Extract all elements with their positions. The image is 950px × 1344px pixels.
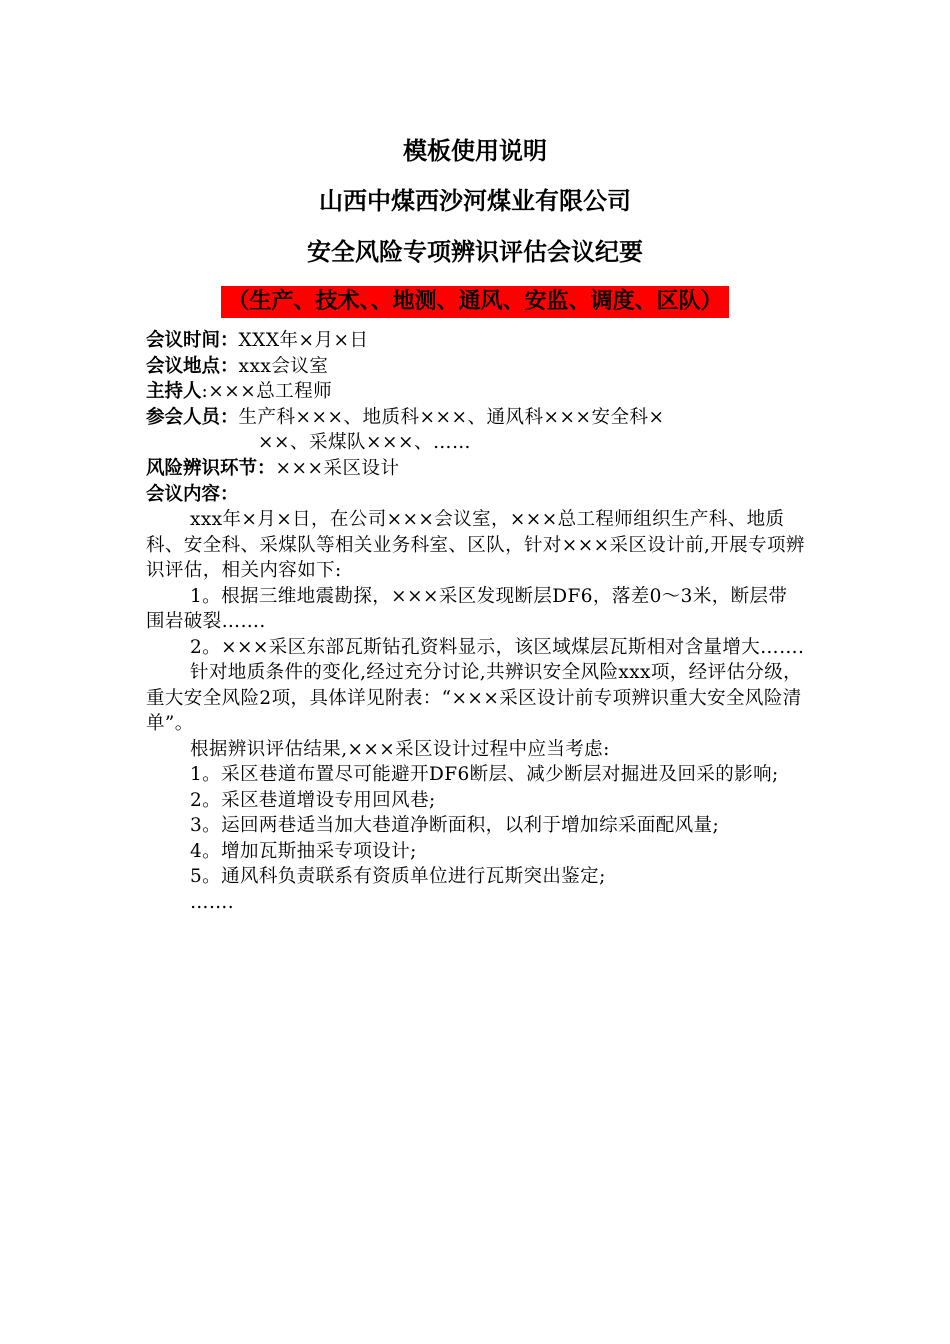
meeting-time-row [146,328,826,354]
content-paragraph: 1。采区巷道布置尽可能避开DF6断层、减少断层对掘进及回采的影响; [190,764,779,785]
content-paragraph: 1。根据三维地震勘探，×××采区发现断层DF6，落差0～3米，断层带围岩破裂……. [146,585,788,632]
template-note-title: 模板使用说明 [403,137,547,165]
meeting-content-body [146,507,806,915]
departments-text: （生产、技术、、地测、通风、安监、调度、区队） [221,286,728,318]
meeting-place-value: xxx会议室 [238,356,329,377]
content-paragraph: 5。通风科负责联系有资质单位进行瓦斯突出鉴定; [190,866,606,887]
host-label: 主持人 [146,381,202,402]
company-name: 山西中煤西沙河煤业有限公司 [319,187,631,215]
departments-banner [0,286,950,318]
attendees-label: 参会人员： [146,407,239,428]
content-paragraph: 2。采区巷道增设专用回风巷; [190,789,436,811]
content-label: 会议内容： [146,484,239,505]
document-title: 安全风险专项辨识评估会议纪要 [307,238,643,266]
host-value: :×××总工程师 [201,381,333,402]
content-row [146,482,826,508]
attendees-value-line2: ××、采煤队×××、…… [258,432,472,453]
meeting-time-value: XXX年×月×日 [238,330,369,351]
attendees-row [146,405,826,431]
attendees-value-line1: 生产科×××、地质科×××、通风科×××安全科× [238,407,665,428]
host-row [146,379,826,405]
content-paragraph: ……. [190,891,235,913]
content-paragraph: 2。×××采区东部瓦斯钻孔资料显示，该区域煤层瓦斯相对含量增大……. [190,636,805,658]
content-paragraph: 4。增加瓦斯抽采专项设计; [190,840,417,862]
risk-stage-value: ×××采区设计 [275,458,400,479]
meeting-place-label: 会议地点： [146,356,239,377]
meeting-time-label: 会议时间： [146,330,239,351]
content-paragraph: 针对地质条件的变化,经过充分讨论,共辨识安全风险xxx项，经评估分级，重大安全风险2项，具体详见附表：“×××采区设计前专项辨识重大安全风险清单”。 [146,662,803,734]
content-paragraph: 3。运回两巷适当加大巷道净断面积，以利于增加综采面配风量; [190,815,720,836]
risk-stage-row [146,456,826,482]
content-paragraph: 根据辨识评估结果,×××采区设计过程中应当考虑: [190,738,610,760]
content-paragraph: xxx年×月×日，在公司×××会议室，×××总工程师组织生产科、地质科、安全科、采煤队等相关业务科室、区队，针对×××采区设计前,开展专项辨识评估，相关内容如下: [146,509,805,581]
meeting-place-row [146,354,826,380]
risk-stage-label: 风险辨识环节： [146,458,276,479]
